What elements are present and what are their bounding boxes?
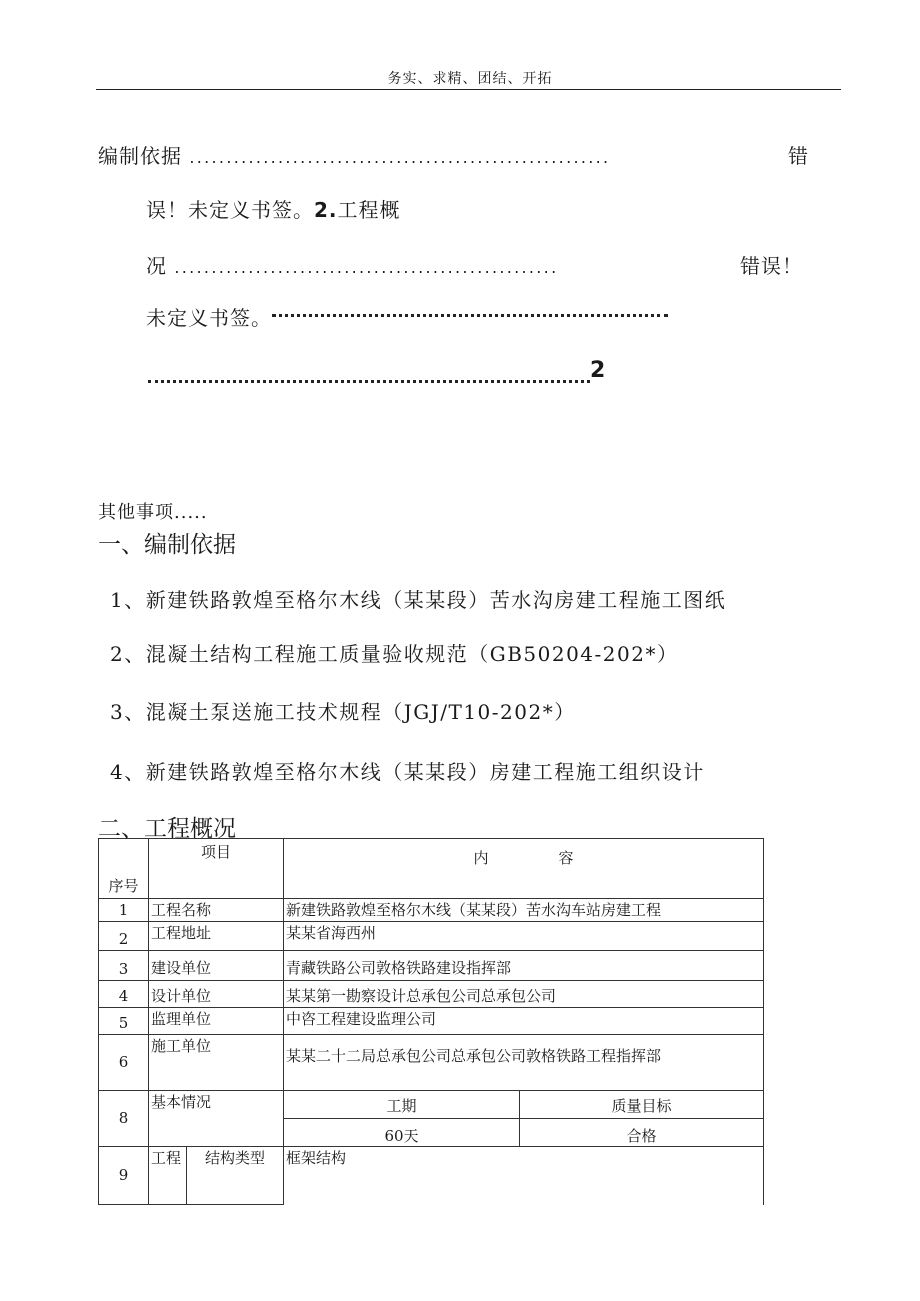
row-seq: 2 (99, 922, 149, 951)
row-content: 某某省海西州 (284, 922, 764, 951)
reference-number: 1 (110, 588, 125, 612)
reference-text: 、新建铁路敦煌至格尔木线（某某段）房建工程施工组织设计 (124, 760, 705, 784)
reference-number: 3 (110, 700, 125, 724)
row-content: 新建铁路敦煌至格尔木线（某某段）苦水沟车站房建工程 (284, 899, 764, 922)
row-item: 施工单位 (149, 1035, 284, 1091)
toc-bold-leader (272, 314, 668, 317)
reference-text: 、新建铁路敦煌至格尔木线（某某段）苦水沟房建工程施工图纸 (124, 588, 727, 612)
reference-number: 4 (110, 760, 125, 784)
table-row (99, 899, 764, 922)
section1-title: 一、编制依据 (98, 532, 236, 558)
row-seq: 6 (99, 1035, 149, 1091)
reference-item-2 (110, 638, 678, 667)
header-content-b: 容 (558, 849, 574, 867)
toc-entry-label: 编制依据 (98, 144, 182, 168)
row-item: 工程 (149, 1147, 187, 1205)
header-item: 项目 (149, 839, 284, 899)
toc-leader: ......................................................... (182, 148, 611, 167)
table-header-row (99, 839, 764, 899)
header-seq: 序号 (99, 839, 149, 899)
toc-line2 (146, 194, 401, 223)
row-sub-item: 结构类型 (187, 1147, 284, 1205)
toc-leader: .................................................... (167, 258, 559, 277)
quality-label: 质量目标 (520, 1091, 764, 1119)
row-item: 工程地址 (149, 922, 284, 951)
header-content-a: 内 (473, 849, 489, 867)
row-item: 基本情况 (149, 1091, 284, 1147)
toc-line3-tail: 错误！ (740, 254, 803, 278)
row-item: 设计单位 (149, 981, 284, 1008)
toc-entry-label: 况 (146, 254, 167, 278)
row-seq: 3 (99, 951, 149, 981)
section2-title: 二、工程概况 (98, 816, 236, 842)
period-label: 工期 (284, 1091, 520, 1119)
row-content: 青藏铁路公司敦格铁路建设指挥部 (284, 951, 764, 981)
reference-item-3 (110, 696, 576, 725)
toc-entry-label: 工程概 (337, 198, 401, 222)
row-seq: 5 (99, 1008, 149, 1035)
table-row-structure (99, 1147, 764, 1205)
toc-entry-overview[interactable] (146, 250, 558, 279)
toc-leader-line5 (148, 380, 590, 383)
toc-error-text: 未定义书签。 (146, 306, 272, 330)
row-content: 某某二十二局总承包公司总承包公司敦格铁路工程指挥部 (284, 1035, 764, 1091)
row-content: 某某第一勘察设计总承包公司总承包公司 (284, 981, 764, 1008)
row-seq: 8 (99, 1091, 149, 1147)
table-row (99, 1035, 764, 1091)
toc-line4 (146, 302, 272, 331)
header-content (284, 839, 764, 899)
overview-table (98, 838, 764, 1205)
reference-number: 2 (110, 642, 125, 666)
toc-number: 2. (314, 198, 338, 222)
row-item: 建设单位 (149, 951, 284, 981)
period-value: 60天 (284, 1119, 520, 1147)
other-label: 其他事项 (98, 502, 174, 523)
toc-error-text: 误！未定义书签。 (146, 198, 314, 222)
row-item: 监理单位 (149, 1008, 284, 1035)
toc-line1-tail: 错 (788, 144, 809, 168)
toc-page-number: 2 (590, 358, 606, 383)
row-seq: 9 (99, 1147, 149, 1205)
quality-value: 合格 (520, 1119, 764, 1147)
reference-item-1 (110, 584, 726, 613)
header-divider (96, 89, 841, 90)
row-content: 框架结构 (284, 1147, 764, 1205)
reference-text: 、混凝土结构工程施工质量验收规范（GB50204-202*） (124, 642, 679, 666)
row-seq: 4 (99, 981, 149, 1008)
header-motto: 务实、求精、团结、开拓 (387, 71, 553, 87)
table-row-basic (99, 1091, 764, 1119)
table-row (99, 951, 764, 981)
table-row (99, 1008, 764, 1035)
reference-text: 、混凝土泵送施工技术规程（JGJ/T10-202*） (124, 700, 576, 724)
other-items[interactable] (98, 498, 208, 524)
table-row (99, 922, 764, 951)
reference-item-4 (110, 756, 705, 785)
row-content: 中咨工程建设监理公司 (284, 1008, 764, 1035)
other-dots: ..... (174, 502, 208, 523)
toc-entry-basis[interactable] (98, 140, 610, 169)
table-row (99, 981, 764, 1008)
row-seq: 1 (99, 899, 149, 922)
row-item: 工程名称 (149, 899, 284, 922)
